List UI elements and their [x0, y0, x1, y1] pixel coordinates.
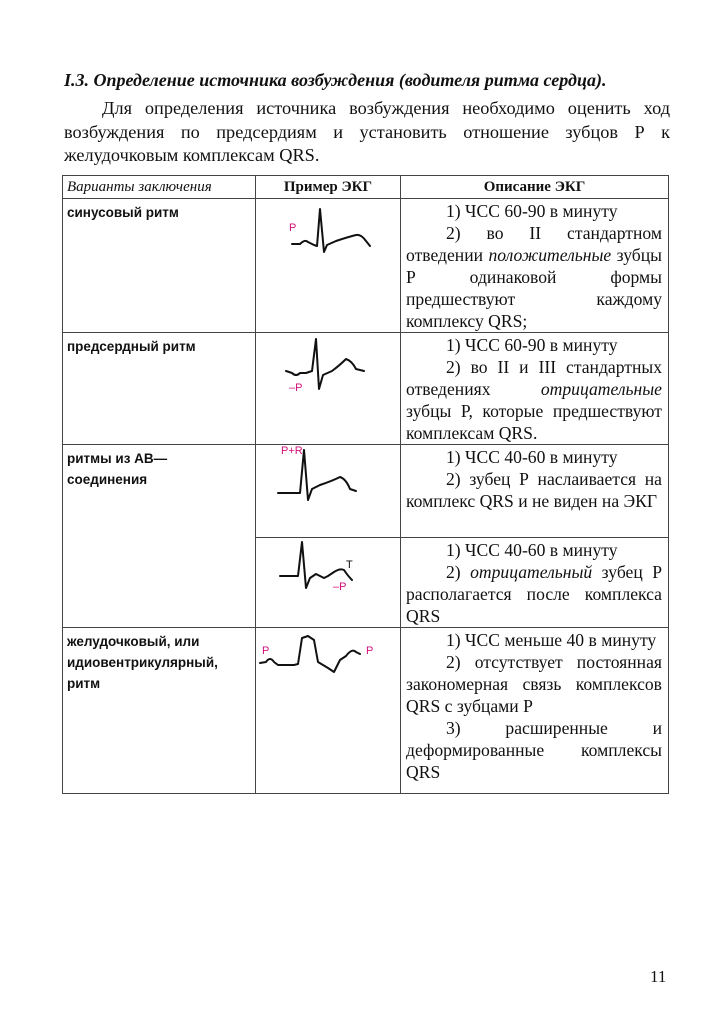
desc-emphasis: отрицательный: [470, 562, 593, 582]
table-row: [63, 333, 669, 445]
ekg-trace-sinus: [256, 199, 401, 259]
section-heading: I.3. Определение источника возбуждения (водителя ритма сердца).: [64, 70, 607, 90]
desc-item: 1) ЧСС 60-90 в минуту: [446, 335, 618, 355]
ekg-label-t: T: [346, 559, 353, 571]
desc-item: 1) ЧСС 40-60 в минуту: [446, 540, 618, 560]
desc-item: 3) расширенные и деформированные комплексы QRS: [406, 718, 662, 782]
desc-text: зубец Р располагается после комплекса QRS: [406, 562, 662, 626]
desc-item: 1) ЧСС 40-60 в минуту: [446, 447, 618, 467]
ekg-description-atrial: [401, 333, 669, 445]
ekg-description-av-2: [401, 538, 669, 628]
ekg-example-sinus: [256, 199, 401, 333]
desc-text: 2) во II и III стандартных отведениях: [406, 357, 662, 399]
desc-text: 2): [446, 562, 471, 582]
ekg-trace-av-2: [256, 538, 401, 608]
ekg-trace-av-1: [256, 445, 401, 505]
ekg-label-p: P: [289, 222, 297, 234]
pacemaker-table: [62, 175, 669, 794]
ekg-description-av-1: [401, 445, 669, 538]
ekg-label-negative-p: –P: [289, 382, 303, 394]
variant-atrial-rhythm: предсердный ритм: [63, 333, 256, 445]
desc-item: 1) ЧСС меньше 40 в минуту: [446, 630, 657, 650]
header-ekg-description: Описание ЭКГ: [401, 176, 669, 199]
desc-item: [406, 561, 662, 627]
desc-emphasis: положительные: [488, 245, 612, 265]
ekg-trace-atrial: [256, 333, 401, 403]
ekg-example-av-1: [256, 445, 401, 538]
intro-paragraph: Для определения источника возбуждения необходимо оценить ход возбуждения по предсердиям и установить отношение зубцов Р к желудочковым комплексам QRS.: [64, 98, 670, 165]
ekg-example-av-2: [256, 538, 401, 628]
variant-av-junction: ритмы из АВ— соединения: [63, 445, 256, 628]
desc-item: 1) ЧСС 60-90 в минуту: [446, 201, 618, 221]
desc-emphasis: отрицательные: [540, 379, 662, 399]
table-row: [63, 628, 669, 794]
ekg-label-negative-p: –P: [333, 581, 347, 593]
table-row: [63, 445, 669, 538]
ekg-label-p-plus-r: P+R: [281, 445, 303, 457]
table-row: [63, 199, 669, 333]
desc-item: 2) зубец Р наслаивается на комплекс QRS и не виден на ЭКГ: [406, 469, 662, 511]
ekg-waveform: [260, 636, 360, 672]
desc-item: [406, 222, 662, 332]
header-ekg-example: Пример ЭКГ: [256, 176, 401, 199]
ekg-description-ventricular: [401, 628, 669, 794]
ekg-description-sinus: [401, 199, 669, 333]
ekg-example-ventricular: [256, 628, 401, 794]
variant-sinus-rhythm: синусовый ритм: [63, 199, 256, 333]
desc-text: 2) во II стандартном отведении: [406, 223, 662, 265]
desc-text: зубцы Р, которые предшествуют комплексам QRS.: [406, 401, 662, 443]
ekg-label-p-right: P: [366, 645, 374, 657]
ekg-label-p-left: P: [262, 645, 270, 657]
desc-text: зубцы Р одинаковой формы предшествуют каждому комплексу QRS;: [406, 245, 662, 331]
ekg-example-atrial: [256, 333, 401, 445]
table-header-row: [63, 176, 669, 199]
page-number: 11: [650, 967, 667, 986]
desc-item: [406, 356, 662, 444]
desc-item: 2) отсутствует постоянная закономерная связь комплексов QRS с зубцами Р: [406, 652, 662, 716]
ekg-trace-ventricular: [256, 628, 401, 688]
header-variants: Варианты заключения: [63, 176, 256, 199]
ekg-waveform: [292, 209, 370, 252]
ekg-waveform: [278, 450, 356, 500]
variant-ventricular-rhythm: желудочковый, или идиовентрикулярный, ритм: [63, 628, 256, 794]
